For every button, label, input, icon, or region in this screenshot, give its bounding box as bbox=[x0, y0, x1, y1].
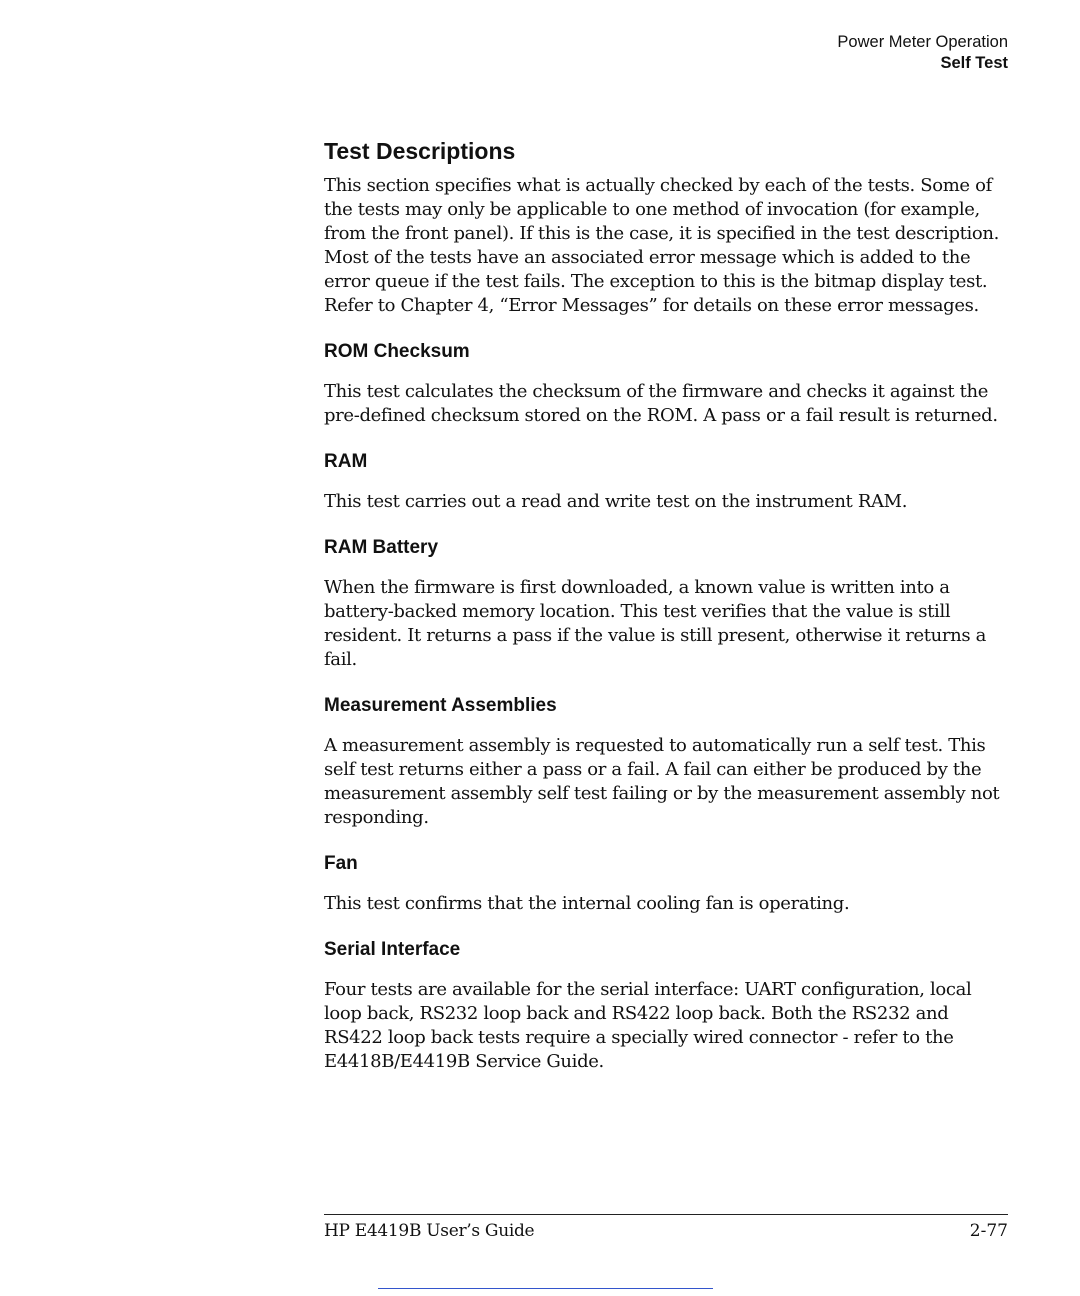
ram-battery-text: When the firmware is first downloaded, a known value is written into a battery-backed memory location. This test verifies that the value is still resident. It returns a pass if the value is still present, otherwise it returns a fail. bbox=[324, 577, 987, 670]
bottom-link-underline[interactable] bbox=[378, 1288, 713, 1289]
rom-checksum-heading: ROM Checksum bbox=[324, 341, 470, 362]
footer-guide-title: HP E4419B User’s Guide bbox=[324, 1221, 535, 1241]
page-title: Test Descriptions bbox=[324, 138, 516, 164]
rom-checksum-text: This test calculates the checksum of the firmware and checks it against the pre-defined checksum stored on the ROM. A pass or a fail result is returned. bbox=[324, 381, 998, 426]
fan-text: This test confirms that the internal cooling fan is operating. bbox=[324, 893, 850, 914]
ram-battery-heading: RAM Battery bbox=[324, 537, 439, 558]
page-content bbox=[324, 136, 1008, 1074]
footer-page-number: 2-77 bbox=[969, 1221, 1008, 1241]
section-title: Self Test bbox=[940, 54, 1008, 72]
measurement-assemblies-text: A measurement assembly is requested to automatically run a self test. This self test returns either a pass or a fail. A fail can either be produced by the measurement assembly self test failing or by the measurement assembly not responding. bbox=[324, 735, 1000, 828]
ram-text: This test carries out a read and write test on the instrument RAM. bbox=[324, 491, 908, 512]
ram-heading: RAM bbox=[324, 451, 368, 472]
footer-divider bbox=[324, 1214, 1008, 1215]
intro-paragraph: This section specifies what is actually checked by each of the tests. Some of the tests may only be applicable to one method of invocation (for example, from the front panel). If this is the case, it is specified in the test description. Most of the tests have an associated error message which is added to the error queue if the test fails. The exception to this is the bitmap display test. Refer to Chapter 4, “Error Messages” for details on these error messages. bbox=[324, 175, 1000, 316]
serial-interface-text: Four tests are available for the serial interface: UART configuration, local loop back, RS232 loop back and RS422 loop back. Both the RS232 and RS422 loop back tests require a specially wired connector - refer to the E4418B/E4419B Service Guide. bbox=[324, 979, 972, 1072]
running-header bbox=[837, 32, 1008, 74]
serial-interface-heading: Serial Interface bbox=[324, 939, 461, 960]
measurement-assemblies-heading: Measurement Assemblies bbox=[324, 695, 557, 716]
chapter-title: Power Meter Operation bbox=[837, 33, 1008, 51]
fan-heading: Fan bbox=[324, 853, 358, 874]
